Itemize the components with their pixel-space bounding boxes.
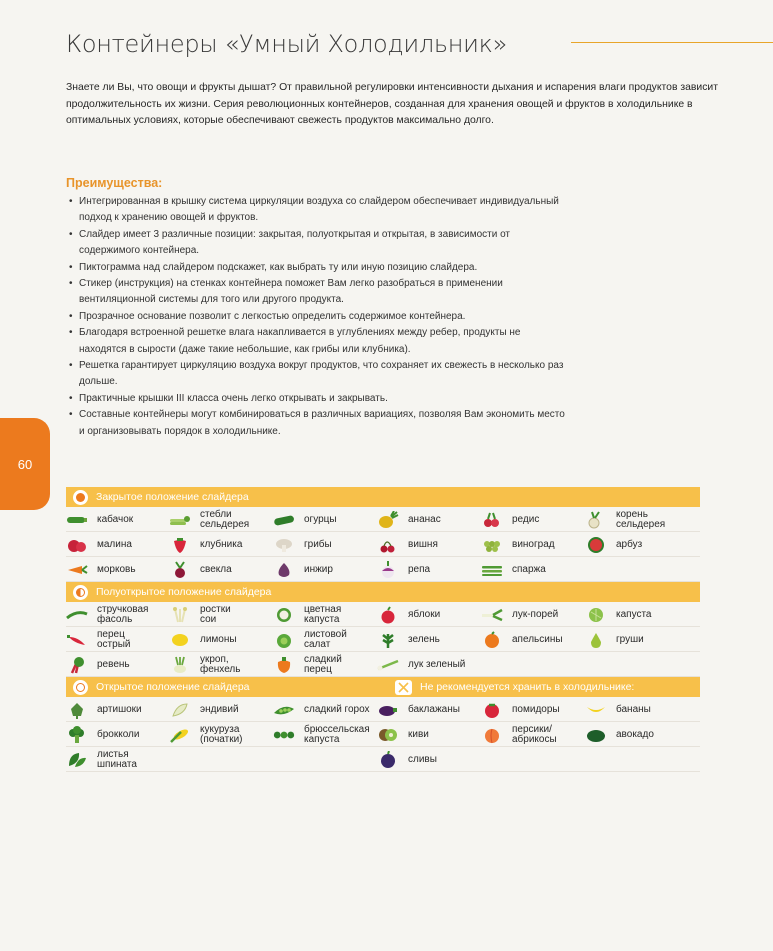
fig-icon [273,561,295,579]
produce-name: зелень [408,633,440,645]
strawberry-icon [169,536,191,554]
plum-icon [377,751,399,769]
produce-name: сливы [408,753,437,765]
produce-name: лук-порей [512,608,559,620]
produce-name: свекла [200,563,232,575]
slider-open-icon [73,680,88,695]
produce-name: редис [512,513,540,525]
zucchini-icon [66,511,88,529]
table-row [66,747,700,772]
produce-item [66,722,139,747]
produce-item [169,602,231,627]
asparagus-icon [481,561,503,579]
produce-item [169,532,242,557]
not-recommended-item [377,697,460,722]
band-closed [66,487,700,507]
produce-name: ананас [408,513,441,525]
not-recommended-item [585,697,651,722]
produce-name: стебли сельдерея [200,508,250,530]
produce-item [273,652,342,677]
produce-item [481,507,539,532]
produce-item [169,722,243,747]
table-row [66,697,700,722]
produce-item [273,507,337,532]
rhubarb-icon [66,656,88,674]
slider-half-icon [73,585,88,600]
produce-name: груши [616,633,644,645]
produce-item [481,602,558,627]
produce-item [66,652,130,677]
page-number: 60 [17,456,33,472]
mushroom-icon [273,536,295,554]
produce-name: огурцы [304,513,337,525]
produce-item [377,652,465,677]
band-label: Закрытое положение слайдера [96,491,249,503]
advantage-item: • Решетка гарантирует циркуляцию воздуха вокруг продуктов, что сохраняет их свежесть в несколько раз дольше. [66,358,566,391]
produce-item [377,627,440,652]
eggplant-icon [377,701,399,719]
page-number-tab [0,418,50,510]
cabbage-icon [585,606,607,624]
green-onion-icon [377,656,399,674]
artichoke-icon [66,701,88,719]
produce-item [273,602,341,627]
banana-icon [585,701,607,719]
produce-item [66,697,142,722]
produce-name: эндивий [200,703,239,715]
produce-item [481,627,563,652]
spinach-icon [66,751,88,769]
advantages-title: Преимущества: [66,176,163,190]
produce-name: стручковая фасоль [97,603,149,625]
peach-icon [481,726,503,744]
advantage-item: • Благодаря встроенной решетке влага накапливается в углублениях между ребер, продукты не находятся в сырости (даже такие небольшие, как грибы или клубника). [66,325,566,358]
produce-name: авокадо [616,728,654,740]
advantage-item: • Слайдер имеет 3 различные позиции: закрытая, полуоткрытая и открытая, в зависимости от содержимого контейнера. [66,227,566,260]
avocado-icon [585,726,607,744]
produce-name: листья шпината [97,748,137,770]
carrot-icon [66,561,88,579]
produce-name: корень сельдерея [616,508,666,530]
not-recommended-item [481,697,560,722]
band-open [66,677,250,697]
produce-item [377,602,440,627]
produce-name: инжир [304,563,333,575]
produce-item [273,627,347,652]
open-and-notrec-section [66,697,700,772]
produce-name: ревень [97,658,130,670]
produce-name: морковь [97,563,136,575]
produce-name: виноград [512,538,555,550]
band-label: Полуоткрытое положение слайдера [96,586,272,598]
produce-name: сладкий перец [304,653,342,675]
produce-name: апельсины [512,633,563,645]
watermelon-icon [585,536,607,554]
produce-name: брокколи [97,728,140,740]
closed-section [66,507,700,582]
storage-table [66,487,700,772]
band-half [66,582,700,602]
produce-item [585,602,652,627]
produce-item [273,532,332,557]
band-label: Не рекомендуется хранить в холодильнике: [420,681,635,693]
soy-sprouts-icon [169,606,191,624]
produce-item [585,532,642,557]
band-not-recommended [388,677,634,697]
produce-name: ростки сои [200,603,231,625]
advantage-item: • Практичные крышки III класса очень легко открывать и закрывать. [66,391,566,407]
page-title: Контейнеры «Умный Холодильник» [66,30,508,58]
band-open-and-notrec [66,677,700,697]
produce-name: сладкий горох [304,703,370,715]
header [66,24,766,64]
not-recommended-item [377,747,437,772]
produce-name: перец острый [97,628,131,650]
beet-icon [169,561,191,579]
not-recommended-item [481,722,557,747]
apple-icon [377,606,399,624]
produce-name: лимоны [200,633,237,645]
peas-icon [273,701,295,719]
celery-stalks-icon [169,511,191,529]
advantage-item: • Пиктограмма над слайдером подскажет, как выбрать ту или иную позицию слайдера. [66,260,566,276]
produce-name: кабачок [97,513,134,525]
produce-item [273,697,370,722]
produce-name: бананы [616,703,651,715]
produce-name: киви [408,728,429,740]
not-recommended-item [377,722,429,747]
table-row [66,652,700,677]
slider-closed-icon [73,490,88,505]
title-rule [571,42,773,43]
produce-item [169,652,240,677]
produce-name: цветная капуста [304,603,342,625]
produce-name: капуста [616,608,652,620]
cauliflower-icon [273,606,295,624]
produce-name: репа [408,563,431,575]
advantages-list [66,194,566,440]
produce-name: брюссельская капуста [304,723,370,745]
produce-item [169,557,232,582]
celery-root-icon [585,511,607,529]
turnip-icon [377,561,399,579]
cross-icon [395,680,412,695]
produce-item [585,627,644,652]
pear-icon [585,631,607,649]
leek-icon [481,606,503,624]
pineapple-icon [377,511,399,529]
table-row [66,557,700,582]
broccoli-icon [66,726,88,744]
produce-name: клубника [200,538,243,550]
produce-name: артишоки [97,703,142,715]
table-row [66,507,700,532]
lettuce-icon [273,631,295,649]
endive-icon [169,701,191,719]
bell-pepper-icon [273,656,295,674]
band-label: Открытое положение слайдера [96,681,250,693]
raspberry-icon [66,536,88,554]
produce-item [66,602,148,627]
chili-icon [66,631,88,649]
produce-item [169,697,239,722]
produce-name: спаржа [512,563,546,575]
produce-item [377,532,438,557]
radish-icon [481,511,503,529]
produce-item [66,532,132,557]
produce-item [66,747,137,772]
produce-name: укроп, фенхель [200,653,241,675]
advantage-item: • Интегрированная в крышку система циркуляции воздуха со слайдером обеспечивает индивидуальный подход к хранению овощей и фруктов. [66,194,566,227]
cherry-icon [377,536,399,554]
herbs-icon [377,631,399,649]
produce-item [273,722,370,747]
produce-name: малина [97,538,132,550]
produce-item [66,507,133,532]
produce-item [481,557,546,582]
produce-name: персики/ абрикосы [512,723,557,745]
orange-icon [481,631,503,649]
produce-name: арбуз [616,538,643,550]
advantage-item: • Стикер (инструкция) на стенках контейнера поможет Вам легко разобраться в применении вентиляционной системы для того или другого продукта. [66,276,566,309]
produce-item [66,627,130,652]
cucumber-icon [273,511,295,529]
produce-item [169,507,249,532]
advantage-item: • Составные контейнеры могут комбинироваться в различных вариациях, позволяя Вам экономить место и организовывать порядок в холодильнике. [66,407,566,440]
produce-item [377,557,430,582]
produce-item [169,627,237,652]
produce-name: вишня [408,538,438,550]
fennel-icon [169,656,191,674]
produce-name: грибы [304,538,332,550]
produce-name: лук зеленый [408,658,466,670]
produce-name: баклажаны [408,703,460,715]
produce-item [377,507,441,532]
corn-icon [169,726,191,744]
produce-name: листовой салат [304,628,347,650]
produce-name: помидоры [512,703,560,715]
produce-item [273,557,333,582]
kiwi-icon [377,726,399,744]
lemon-icon [169,631,191,649]
half-section [66,602,700,677]
not-recommended-item [585,722,654,747]
table-row [66,532,700,557]
table-row [66,627,700,652]
advantage-item: • Прозрачное основание позволит с легкостью определить содержимое контейнера. [66,309,566,325]
produce-item [481,532,555,557]
table-row [66,602,700,627]
produce-name: яблоки [408,608,441,620]
tomato-icon [481,701,503,719]
grapes-icon [481,536,503,554]
produce-name: кукуруза (початки) [200,723,243,745]
table-row [66,722,700,747]
intro-paragraph: Знаете ли Вы, что овощи и фрукты дышат? От правильной регулировки интенсивности дыхания и испарения влаги продуктов зависит продолжительность их жизни. Серия революционных контейнеров, созданная для хранения овощей и фруктов в холодильнике в оптимальных условиях, которые обеспечивают свежесть продуктов максимально долго. [66,82,718,126]
produce-item [585,507,665,532]
brussels-sprouts-icon [273,726,295,744]
green-beans-icon [66,606,88,624]
produce-item [66,557,136,582]
